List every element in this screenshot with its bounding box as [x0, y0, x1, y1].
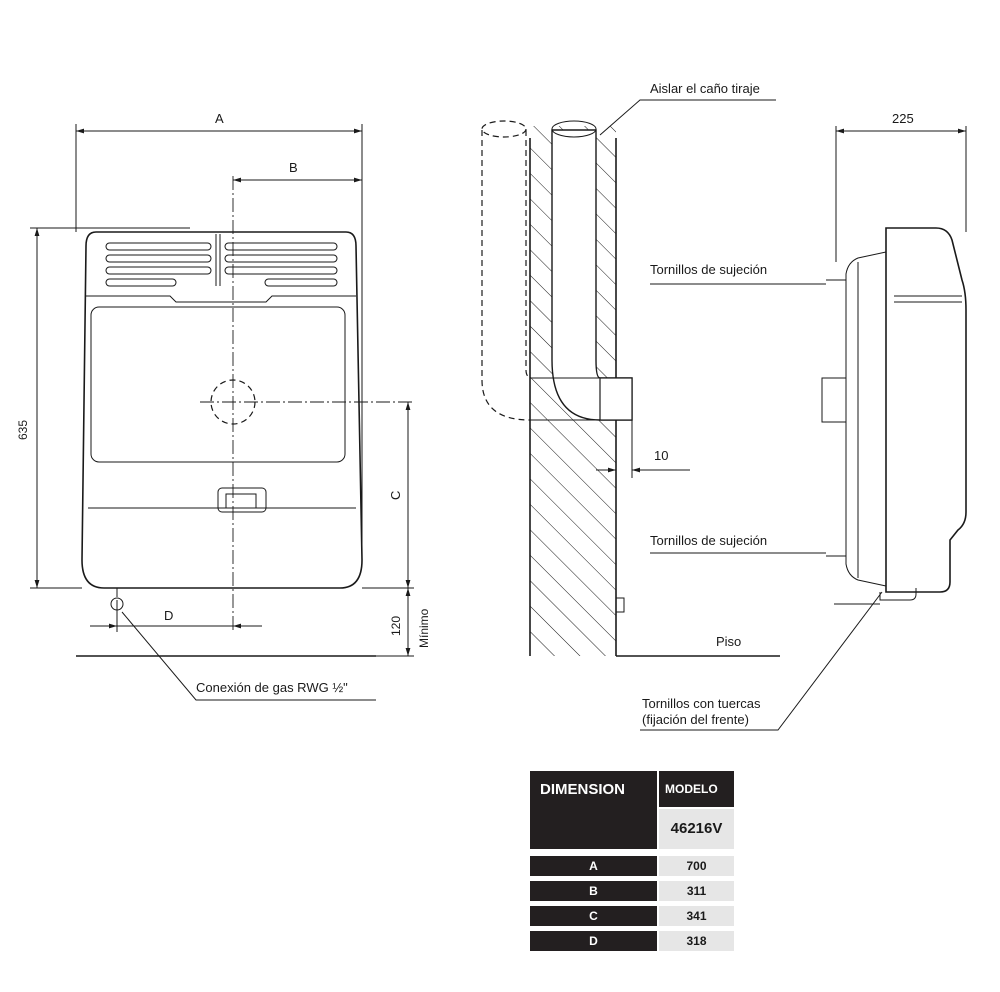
dim-a-label: A: [215, 111, 224, 126]
table-row-a-label: A: [530, 856, 657, 876]
grille-panel: [86, 296, 356, 302]
flue-pipe: [552, 130, 632, 420]
table-row-c-value: 341: [659, 906, 734, 926]
table-row-a-value: 700: [659, 856, 734, 876]
dim-b-label: B: [289, 160, 298, 175]
heater-front-outline: [82, 232, 362, 588]
front-window: [91, 307, 345, 462]
table-row-d-value: 318: [659, 931, 734, 951]
heater-side-outline: [886, 228, 966, 592]
nuts-label-line1: Tornillos con tuercas: [642, 696, 761, 711]
dim-225-label: 225: [892, 111, 914, 126]
insulate-pipe-label: Aislar el caño tiraje: [650, 81, 760, 96]
dim-c-label: C: [388, 490, 403, 500]
section-view: [482, 81, 780, 656]
piso-label: Piso: [716, 634, 742, 649]
fixing-screws-bottom-label: Tornillos de sujeción: [650, 533, 768, 548]
table-row-b-value: 311: [659, 881, 734, 901]
table-model-value: 46216V: [659, 809, 734, 849]
dim-120-label: 120: [389, 615, 403, 636]
gas-connection-label: Conexión de gas RWG ½": [196, 680, 348, 695]
flue-pipe-alt: [482, 130, 530, 420]
table-row-b-label: B: [530, 881, 657, 901]
dim-d-label: D: [164, 608, 174, 623]
table-row-c-label: C: [530, 906, 657, 926]
dim-10-label: 10: [654, 448, 669, 463]
rear-connector: [822, 378, 846, 422]
table-header-dimension: DIMENSION: [530, 771, 657, 849]
grille-slots-left: [106, 243, 211, 286]
table-header-model: MODELO: [659, 771, 734, 807]
grille-slots-right: [225, 243, 337, 286]
minimo-label: Mínimo: [417, 608, 431, 648]
dim-635-label: 635: [16, 419, 30, 440]
fixing-screws-top-label: Tornillos de sujeción: [650, 262, 768, 277]
gas-connection: [111, 588, 123, 612]
nuts-label-line2: (fijación del frente): [642, 712, 749, 727]
side-view: [640, 111, 966, 730]
front-view: [16, 111, 431, 700]
table-row-d-label: D: [530, 931, 657, 951]
